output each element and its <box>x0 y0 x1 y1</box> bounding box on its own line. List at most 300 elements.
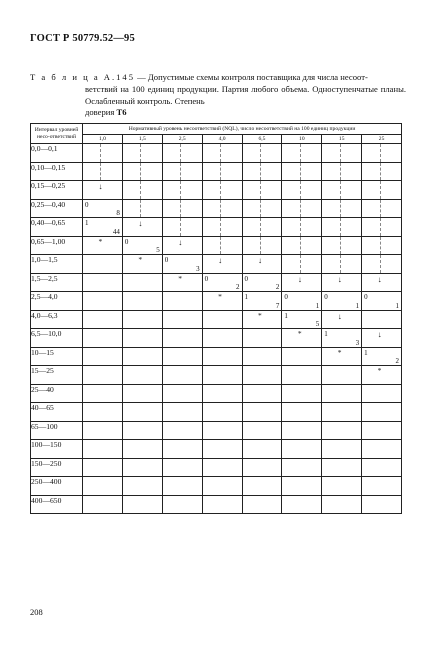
value-cell <box>322 255 362 274</box>
guide-line <box>300 237 301 255</box>
value-cell <box>162 236 202 255</box>
sample-size: 7 <box>275 301 280 310</box>
value-cell <box>202 347 242 366</box>
guide-line <box>220 163 221 181</box>
value-cell <box>242 458 282 477</box>
column-header-row <box>31 135 402 144</box>
value-cell <box>162 273 202 292</box>
value-cell <box>122 255 162 274</box>
range-cell: 0,10—0,15 <box>31 162 83 181</box>
guide-line <box>180 144 181 162</box>
value-cell <box>322 440 362 459</box>
sample-size: 44 <box>112 227 120 236</box>
range-cell: 0,0—0,1 <box>31 144 83 163</box>
value-cell <box>162 199 202 218</box>
guide-line <box>300 255 301 273</box>
value-cell <box>282 236 322 255</box>
value-cell <box>83 292 123 311</box>
value-cell <box>162 421 202 440</box>
value-cell <box>282 292 322 311</box>
value-cell <box>83 384 123 403</box>
value-cell <box>202 218 242 237</box>
value-cell <box>242 477 282 496</box>
asterisk-mark: * <box>297 329 302 338</box>
caption-trust-prefix: доверия <box>85 107 115 118</box>
value-cell <box>122 384 162 403</box>
value-cell <box>162 310 202 329</box>
value-cell <box>122 495 162 514</box>
value-cell <box>362 440 402 459</box>
table-row <box>31 218 402 237</box>
guide-line <box>260 144 261 162</box>
guide-line <box>300 218 301 236</box>
guide-line <box>260 163 261 181</box>
value-cell <box>282 144 322 163</box>
guide-line <box>300 144 301 162</box>
value-cell <box>242 292 282 311</box>
table-row <box>31 162 402 181</box>
guide-line <box>340 218 341 236</box>
sample-size: 5 <box>156 246 160 254</box>
value-cell <box>122 421 162 440</box>
asterisk-mark: * <box>218 292 222 301</box>
value-cell <box>282 255 322 274</box>
guide-line <box>340 144 341 162</box>
range-cell: 6,5—10,0 <box>31 329 83 348</box>
range-header: Интервал уровней несо-ответствий <box>31 124 83 144</box>
value-cell <box>162 403 202 422</box>
value-cell <box>83 440 123 459</box>
value-cell <box>242 255 282 274</box>
value-cell <box>122 144 162 163</box>
table-row <box>31 181 402 200</box>
down-arrow-icon: ↓ <box>218 256 223 265</box>
value-cell <box>242 347 282 366</box>
asterisk-mark: * <box>337 347 342 357</box>
value-cell <box>322 458 362 477</box>
value-cell <box>322 144 362 163</box>
value-cell <box>122 310 162 329</box>
value-cell <box>362 162 402 181</box>
value-cell <box>362 199 402 218</box>
value-cell <box>83 273 123 292</box>
table-body <box>31 144 402 514</box>
table-caption <box>30 72 406 119</box>
value-cell <box>162 144 202 163</box>
guide-line <box>340 200 341 218</box>
value-cell <box>322 181 362 200</box>
range-cell: 0,25—0,40 <box>31 199 83 218</box>
asterisk-mark: * <box>377 366 382 375</box>
guide-line <box>300 200 301 218</box>
value-cell <box>162 218 202 237</box>
acceptance-number: 0 <box>164 256 169 264</box>
guide-line <box>180 163 181 181</box>
guide-line <box>180 200 181 218</box>
sampling-table <box>30 123 402 514</box>
value-cell <box>242 366 282 385</box>
value-cell <box>122 162 162 181</box>
value-cell <box>242 144 282 163</box>
value-cell <box>362 144 402 163</box>
value-cell <box>242 236 282 255</box>
value-cell <box>322 218 362 237</box>
value-cell <box>362 477 402 496</box>
value-cell <box>362 421 402 440</box>
sample-size: 5 <box>315 320 320 328</box>
caption-trust-level: Т6 <box>116 107 127 118</box>
range-cell: 250—400 <box>31 477 83 496</box>
value-cell <box>83 236 123 255</box>
value-cell <box>362 329 402 348</box>
table-row <box>31 384 402 403</box>
value-cell <box>282 440 322 459</box>
guide-line <box>260 200 261 218</box>
value-cell <box>202 199 242 218</box>
value-cell <box>202 477 242 496</box>
value-cell <box>83 458 123 477</box>
column-header: 10 <box>282 135 322 144</box>
acceptance-number: 1 <box>85 219 89 227</box>
sample-size: 2 <box>275 283 280 291</box>
table-row <box>31 458 402 477</box>
value-cell <box>83 366 123 385</box>
value-cell <box>162 347 202 366</box>
sample-size: 2 <box>236 283 240 291</box>
guide-line <box>140 163 141 181</box>
value-cell <box>282 366 322 385</box>
table-row <box>31 329 402 348</box>
value-cell <box>322 421 362 440</box>
value-cell <box>122 477 162 496</box>
value-cell <box>362 384 402 403</box>
value-cell <box>242 181 282 200</box>
value-cell <box>362 218 402 237</box>
guide-line <box>380 163 381 181</box>
value-cell <box>202 329 242 348</box>
table-row <box>31 199 402 218</box>
value-cell <box>162 292 202 311</box>
guide-line <box>220 237 221 255</box>
value-cell <box>282 421 322 440</box>
table-row <box>31 347 402 366</box>
down-arrow-icon: ↓ <box>337 274 342 284</box>
value-cell <box>162 384 202 403</box>
value-cell <box>83 144 123 163</box>
range-cell: 65—100 <box>31 421 83 440</box>
value-cell <box>242 273 282 292</box>
guide-line <box>300 163 301 181</box>
value-cell <box>282 199 322 218</box>
range-cell: 0,40—0,65 <box>31 218 83 237</box>
value-cell <box>122 366 162 385</box>
value-cell <box>162 255 202 274</box>
table-row <box>31 477 402 496</box>
value-cell <box>242 329 282 348</box>
acceptance-number: 0 <box>85 200 89 209</box>
caption-dash: — <box>135 72 148 82</box>
down-arrow-icon: ↓ <box>337 311 342 321</box>
range-cell: 4,0—6,3 <box>31 310 83 329</box>
table-row <box>31 421 402 440</box>
guide-line <box>220 200 221 218</box>
value-cell <box>282 273 322 292</box>
value-cell <box>322 347 362 366</box>
guide-line <box>380 255 381 273</box>
value-cell <box>362 458 402 477</box>
sample-size: 1 <box>355 301 360 310</box>
range-cell: 10—15 <box>31 347 83 366</box>
value-cell <box>282 495 322 514</box>
value-cell <box>282 384 322 403</box>
guide-line <box>140 144 141 162</box>
table-row <box>31 144 402 163</box>
value-cell <box>202 384 242 403</box>
standard-header: ГОСТ Р 50779.52—95 <box>30 33 135 44</box>
value-cell <box>242 218 282 237</box>
sample-size: 8 <box>116 209 120 217</box>
value-cell <box>122 236 162 255</box>
guide-line <box>380 181 381 199</box>
value-cell <box>322 273 362 292</box>
guide-line <box>260 218 261 236</box>
value-cell <box>202 495 242 514</box>
value-cell <box>322 310 362 329</box>
down-arrow-icon: ↓ <box>377 330 382 339</box>
value-cell <box>83 347 123 366</box>
guide-line <box>340 255 341 273</box>
guide-line <box>260 181 261 199</box>
guide-line <box>260 237 261 255</box>
value-cell <box>83 421 123 440</box>
value-cell <box>322 162 362 181</box>
guide-line <box>100 163 101 181</box>
value-cell <box>122 292 162 311</box>
value-cell <box>242 162 282 181</box>
guide-line <box>100 144 101 162</box>
value-cell <box>83 477 123 496</box>
acceptance-number: 1 <box>364 348 368 357</box>
guide-line <box>340 237 341 255</box>
value-cell <box>202 292 242 311</box>
sample-size: 3 <box>196 264 200 273</box>
caption-text-line1: Допустимые схемы контроля поставщика для числа несоот- <box>147 72 368 82</box>
range-cell: 1,5—2,5 <box>31 273 83 292</box>
value-cell <box>202 162 242 181</box>
value-cell <box>282 477 322 496</box>
caption-label: Т а б л и ц а А.145 <box>30 72 136 82</box>
value-cell <box>83 255 123 274</box>
guide-line <box>220 181 221 199</box>
guide-line <box>180 181 181 199</box>
range-cell: 400—650 <box>31 495 83 514</box>
acceptance-number: 0 <box>244 274 248 283</box>
asterisk-mark: * <box>178 273 183 283</box>
value-cell <box>202 310 242 329</box>
value-cell <box>83 329 123 348</box>
range-cell: 40—65 <box>31 403 83 422</box>
guide-line <box>180 218 181 236</box>
value-cell <box>322 292 362 311</box>
guide-line <box>380 237 381 255</box>
value-cell <box>362 236 402 255</box>
guide-line <box>380 218 381 236</box>
value-cell <box>122 273 162 292</box>
caption-text-rest: ветствий на 100 единиц продукции. Партия любого объема. Одноступенчатые планы. Ослабленный контроль. Степень <box>85 83 406 106</box>
value-cell <box>202 144 242 163</box>
down-arrow-icon: ↓ <box>258 256 263 265</box>
value-cell <box>83 403 123 422</box>
value-cell <box>362 181 402 200</box>
value-cell <box>122 440 162 459</box>
value-cell <box>122 403 162 422</box>
value-cell <box>202 181 242 200</box>
value-cell <box>282 218 322 237</box>
value-cell <box>162 477 202 496</box>
value-cell <box>83 495 123 514</box>
value-cell <box>162 162 202 181</box>
value-cell <box>322 477 362 496</box>
table-row <box>31 495 402 514</box>
guide-line <box>140 200 141 218</box>
acceptance-number: 0 <box>324 293 328 301</box>
value-cell <box>162 329 202 348</box>
value-cell <box>282 347 322 366</box>
value-cell <box>162 458 202 477</box>
value-cell <box>362 403 402 422</box>
range-cell: 150—250 <box>31 458 83 477</box>
acceptance-number: 0 <box>124 237 129 246</box>
value-cell <box>162 181 202 200</box>
value-cell <box>362 366 402 385</box>
table-row <box>31 440 402 459</box>
value-cell <box>242 310 282 329</box>
value-cell <box>282 162 322 181</box>
guide-line <box>140 181 141 199</box>
value-cell <box>122 218 162 237</box>
nql-header: Нормативный уровень несоответствий (NQL), число несоответствий на 100 единиц продукции <box>83 124 402 135</box>
range-cell: 15—25 <box>31 366 83 385</box>
value-cell <box>83 181 123 200</box>
value-cell <box>322 366 362 385</box>
value-cell <box>202 403 242 422</box>
asterisk-mark: * <box>258 310 262 320</box>
guide-line <box>380 144 381 162</box>
acceptance-number: 1 <box>284 311 288 320</box>
column-header: 15 <box>322 135 362 144</box>
sample-size: 1 <box>315 301 320 310</box>
value-cell <box>202 440 242 459</box>
table-row <box>31 366 402 385</box>
column-header: 1,0 <box>83 135 123 144</box>
value-cell <box>202 458 242 477</box>
value-cell <box>202 273 242 292</box>
value-cell <box>202 421 242 440</box>
value-cell <box>242 199 282 218</box>
value-cell <box>242 440 282 459</box>
acceptance-number: 0 <box>284 293 288 301</box>
guide-line <box>220 218 221 236</box>
table-row <box>31 403 402 422</box>
value-cell <box>322 236 362 255</box>
acceptance-number: 1 <box>324 330 328 338</box>
table-row <box>31 273 402 292</box>
value-cell <box>242 403 282 422</box>
down-arrow-icon: ↓ <box>377 274 382 284</box>
value-cell <box>83 162 123 181</box>
value-cell <box>122 347 162 366</box>
acceptance-number: 0 <box>204 274 209 283</box>
value-cell <box>202 255 242 274</box>
value-cell <box>282 458 322 477</box>
value-cell <box>362 292 402 311</box>
value-cell <box>202 366 242 385</box>
value-cell <box>83 199 123 218</box>
value-cell <box>83 310 123 329</box>
range-cell: 0,15—0,25 <box>31 181 83 200</box>
value-cell <box>362 495 402 514</box>
value-cell <box>282 403 322 422</box>
range-cell: 2,5—4,0 <box>31 292 83 311</box>
value-cell <box>322 199 362 218</box>
guide-line <box>340 163 341 181</box>
acceptance-number: 1 <box>244 293 248 301</box>
value-cell <box>362 347 402 366</box>
asterisk-mark: * <box>138 255 143 264</box>
guide-line <box>220 144 221 162</box>
value-cell <box>162 495 202 514</box>
value-cell <box>122 329 162 348</box>
value-cell <box>362 273 402 292</box>
value-cell <box>202 236 242 255</box>
sample-size: 3 <box>355 338 360 347</box>
value-cell <box>83 218 123 237</box>
range-cell: 0,65—1,00 <box>31 236 83 255</box>
value-cell <box>322 329 362 348</box>
table-row <box>31 292 402 311</box>
down-arrow-icon: ↓ <box>297 274 302 284</box>
table-row <box>31 236 402 255</box>
asterisk-mark: * <box>98 236 103 246</box>
value-cell <box>122 181 162 200</box>
column-header: 1,5 <box>122 135 162 144</box>
value-cell <box>322 403 362 422</box>
value-cell <box>242 495 282 514</box>
column-header: 4,0 <box>202 135 242 144</box>
range-cell: 25—40 <box>31 384 83 403</box>
value-cell <box>362 255 402 274</box>
column-header: 2,5 <box>162 135 202 144</box>
column-header: 25 <box>362 135 402 144</box>
range-cell: 1,0—1,5 <box>31 255 83 274</box>
sample-size: 2 <box>395 357 400 365</box>
value-cell <box>122 458 162 477</box>
range-cell: 100—150 <box>31 440 83 459</box>
guide-line <box>340 181 341 199</box>
value-cell <box>282 181 322 200</box>
guide-line <box>380 200 381 218</box>
value-cell <box>322 495 362 514</box>
value-cell <box>322 384 362 403</box>
down-arrow-icon: ↓ <box>98 182 103 191</box>
value-cell <box>162 440 202 459</box>
column-header: 6,5 <box>242 135 282 144</box>
page-number: 208 <box>30 607 43 617</box>
table-row <box>31 310 402 329</box>
down-arrow-icon: ↓ <box>178 237 183 247</box>
value-cell <box>162 366 202 385</box>
down-arrow-icon: ↓ <box>138 219 143 228</box>
